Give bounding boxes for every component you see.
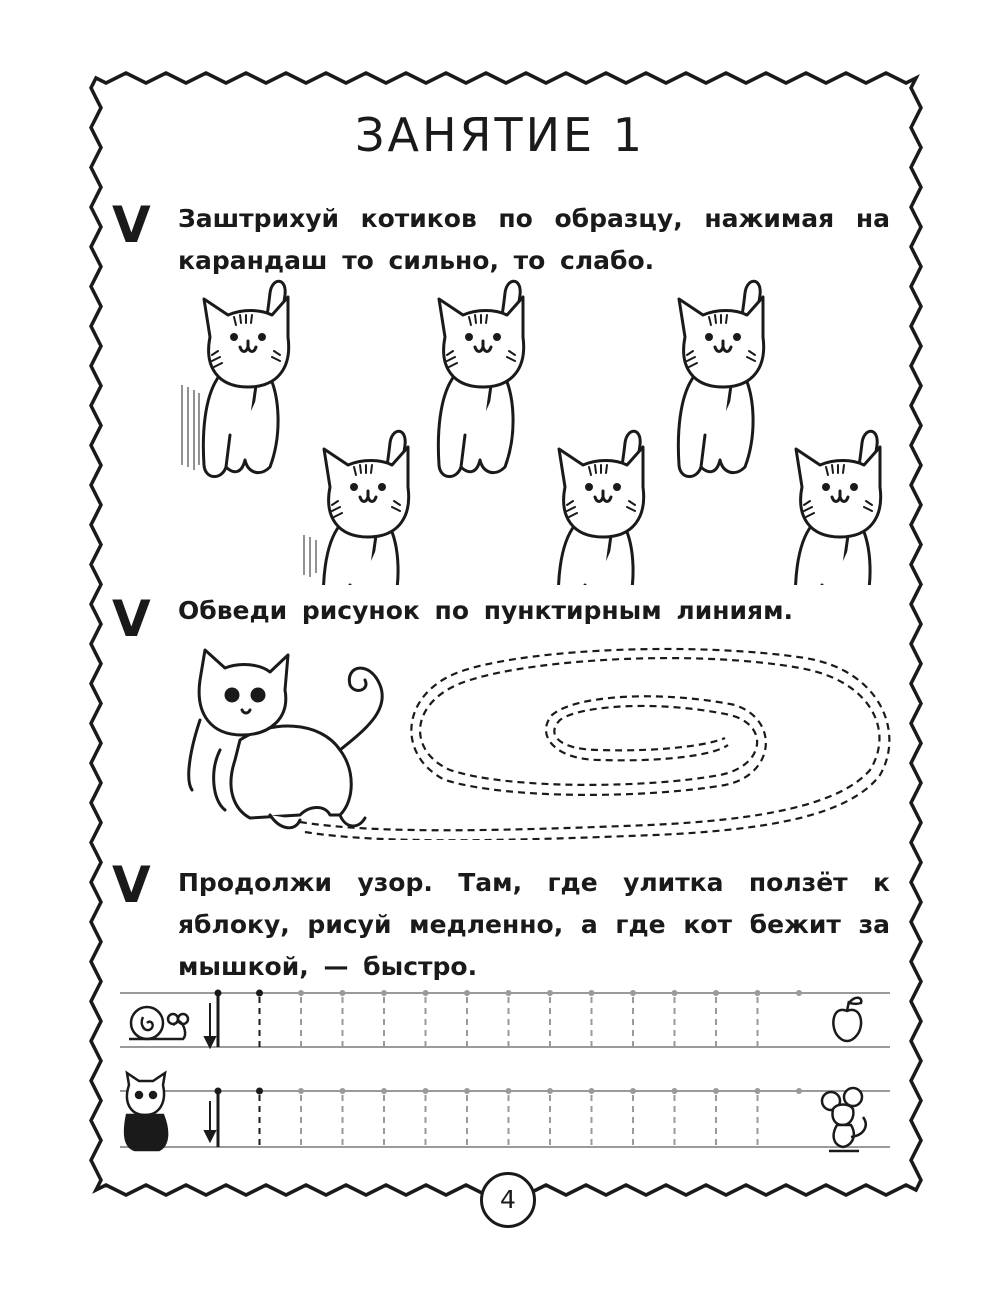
guide-dot xyxy=(755,990,761,996)
task-3-text: Продолжи узор. Там, где улитка ползёт к яблоку, рисуй медленно, а где кот бежит за мышкой, — быстро. xyxy=(178,868,890,981)
cat-figure-1 xyxy=(203,281,288,476)
apple-icon xyxy=(833,998,861,1041)
guide-dot xyxy=(672,1088,678,1094)
cat-figure-6 xyxy=(795,431,880,585)
guide-dot xyxy=(796,1088,802,1094)
guide-dot xyxy=(506,990,512,996)
guide-dot xyxy=(713,1088,719,1094)
pattern-rows xyxy=(115,985,895,1160)
cat-figure-3 xyxy=(438,281,523,476)
guide-dot xyxy=(215,990,222,997)
guide-dot xyxy=(256,990,263,997)
check-mark-1: V xyxy=(112,196,151,254)
dotted-trace-path xyxy=(300,649,889,840)
cat-with-sausage-figure xyxy=(189,650,383,828)
task-2-text: Обведи рисунок по пунктирным линиям. xyxy=(178,596,794,625)
check-mark-2: V xyxy=(112,590,151,648)
guide-dot xyxy=(630,990,636,996)
guide-dot xyxy=(381,990,387,996)
guide-dot xyxy=(547,1088,553,1094)
guide-dot xyxy=(464,1088,470,1094)
guide-dot xyxy=(755,1088,761,1094)
guide-dot xyxy=(713,990,719,996)
cats-illustration xyxy=(170,275,910,585)
snail-icon xyxy=(129,1007,188,1039)
guide-dot xyxy=(672,990,678,996)
page-title: ЗАНЯТИЕ 1 xyxy=(355,108,645,162)
guide-dot xyxy=(589,990,595,996)
cat-figure-5 xyxy=(678,281,763,476)
task-1-text: Заштрихуй котиков по образцу, нажимая на карандаш то сильно, то слабо. xyxy=(178,204,890,275)
guide-dot xyxy=(215,1088,222,1095)
guide-dot xyxy=(423,990,429,996)
cat-figure-2 xyxy=(323,431,408,585)
cat-icon xyxy=(125,1073,167,1150)
sample-hatching xyxy=(182,385,316,577)
trace-illustration xyxy=(180,640,900,840)
guide-dot xyxy=(298,990,304,996)
guide-dot xyxy=(630,1088,636,1094)
guide-dot xyxy=(256,1088,263,1095)
guide-dot xyxy=(796,990,802,996)
guide-dot xyxy=(340,990,346,996)
cat-figure-4 xyxy=(558,431,643,585)
guide-dot xyxy=(589,1088,595,1094)
guide-dot xyxy=(464,990,470,996)
guide-dot xyxy=(298,1088,304,1094)
check-mark-3: V xyxy=(112,856,151,914)
page-number: 4 xyxy=(480,1172,536,1228)
guide-dot xyxy=(547,990,553,996)
guide-dot xyxy=(423,1088,429,1094)
guide-dot xyxy=(381,1088,387,1094)
mouse-icon xyxy=(822,1088,866,1151)
guide-dot xyxy=(506,1088,512,1094)
guide-dot xyxy=(340,1088,346,1094)
down-arrow-icon xyxy=(205,1003,215,1141)
